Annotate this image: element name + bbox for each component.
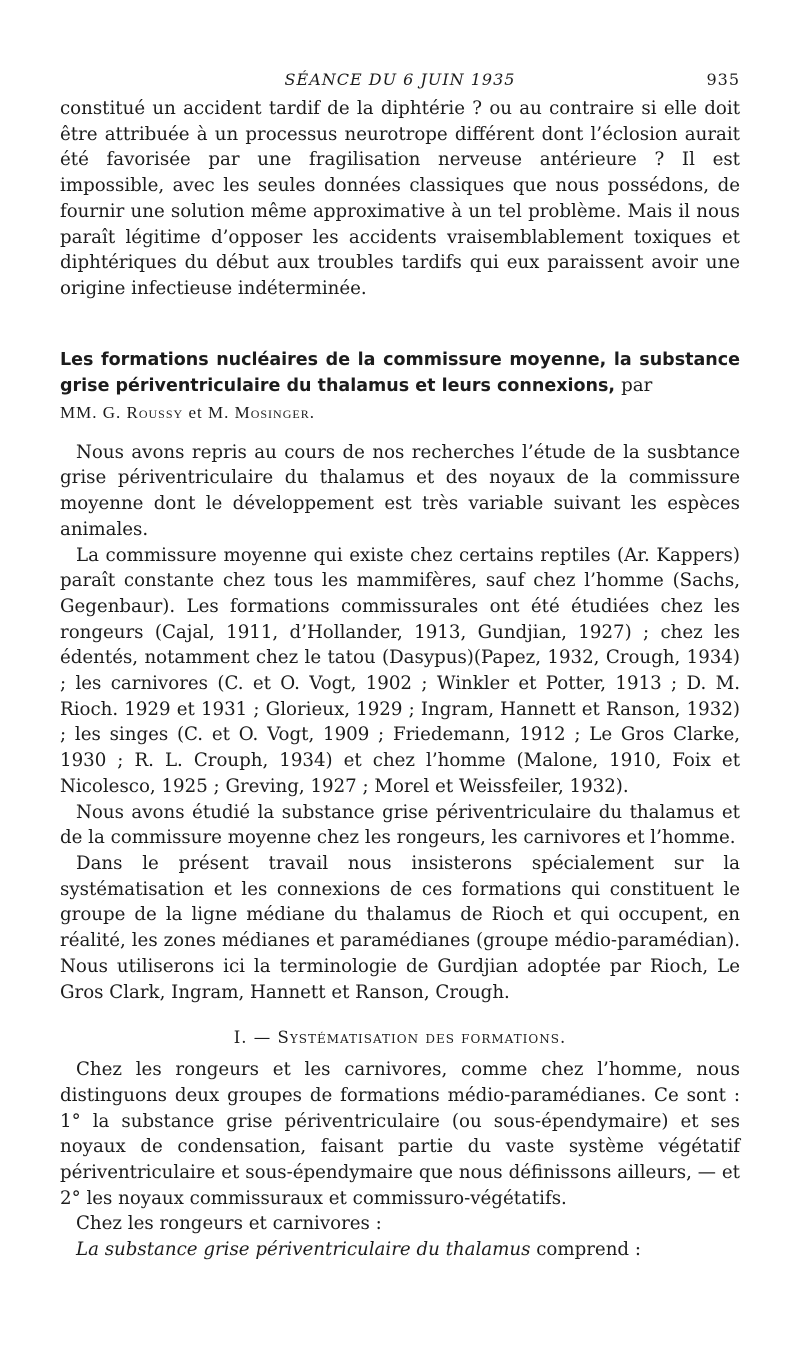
section-title: Systématisation des formations.	[277, 1028, 567, 1048]
section-paragraph-3-rest: comprend :	[536, 1239, 641, 1261]
section-paragraph-2: Chez les rongeurs et carnivores :	[76, 1213, 382, 1235]
author-roussy: Roussy	[126, 403, 184, 423]
authors-and: et M.	[188, 403, 230, 423]
section-number: I. —	[233, 1028, 272, 1048]
section-paragraph-3	[60, 1237, 740, 1263]
author-mosinger: Mosinger.	[234, 403, 315, 423]
running-title: SÉANCE DU 6 JUIN 1935	[284, 70, 516, 89]
document-page	[60, 66, 740, 1263]
page-number: 935	[706, 70, 740, 89]
article-authors	[60, 400, 740, 426]
body-paragraph-1: Nous avons repris au cours de nos recherches l’étude de la susbtance grise périventriculaire du thalamus et des noyaux de la commissure moyenne dont le développement est très variable suivant les espèces animales.	[60, 441, 740, 540]
article-title-text: Les formations nucléaires de la commissure moyenne, la substance grise périventriculaire du thalamus et leurs connexions,	[60, 349, 740, 397]
intro-paragraph: constitué un accident tardif de la diphtérie ? ou au contraire si elle doit être attribuée à un processus neurotrope différent dont l’éclosion aurait été favorisée par une fragilisation nerveuse antérieure ? Il est impossible, avec les seules données classiques que nous possédons, de fournir une solution même approximative à un tel problème. Mais il nous paraît légitime d’opposer les accidents vraisemblablement toxiques et diphtériques du début aux troubles tardifs qui eux paraissent avoir une origine infectieuse indéterminée.	[60, 98, 740, 299]
article-title	[60, 348, 740, 400]
section-heading	[60, 1025, 740, 1051]
authors-prefix: MM. G.	[60, 403, 122, 423]
body-paragraph-2: La commissure moyenne qui existe chez certains reptiles (Ar. Kappers) paraît constante chez tous les mammifères, sauf chez l’homme (Sachs, Gegenbaur). Les formations commissurales ont été étudiées chez les rongeurs (Cajal, 1911, d’Hollander, 1913, Gundjian, 1927) ; chez les édentés, notamment chez le tatou (Dasypus)(Papez, 1932, Crough, 1934) ; les carnivores (C. et O. Vogt, 1902 ; Winkler et Potter, 1913 ; D. M. Rioch. 1929 et 1931 ; Glorieux, 1929 ; Ingram, Hannett et Ranson, 1932) ; les singes (C. et O. Vogt, 1909 ; Friedemann, 1912 ; Le Gros Clarke, 1930 ; R. L. Crouph, 1934) et chez l’homme (Malone, 1910, Foix et Nicolesco, 1925 ; Greving, 1927 ; Morel et Weissfeiler, 1932).	[60, 544, 740, 797]
section-paragraph-1: Chez les rongeurs et les carnivores, comme chez l’homme, nous distinguons deux groupes de formations médio-paramédianes. Ce sont : 1° la substance grise périventriculaire (ou sous-épendymaire) et ses noyaux de condensation, faisant partie du vaste système végétatif périventriculaire et sous-épendymaire que nous définissons ailleurs, — et 2° les noyaux commissuraux et commissuro-végétatifs.	[60, 1059, 740, 1209]
article-title-par: par	[621, 375, 653, 397]
section-paragraph-3-italic: La substance grise périventriculaire du thalamus	[76, 1239, 531, 1261]
running-header	[60, 66, 740, 96]
body-paragraph-4: Dans le présent travail nous insisterons spécialement sur la systématisation et les connexions de ces formations qui constituent le groupe de la ligne médiane du thalamus de Rioch et qui occupent, en réalité, les zones médianes et paramédianes (groupe médio-paramédian). Nous utiliserons ici la terminologie de Gurdjian adoptée par Rioch, Le Gros Clark, Ingram, Hannett et Ranson, Crough.	[60, 852, 740, 1003]
body-paragraph-3: Nous avons étudié la substance grise périventriculaire du thalamus et de la commissure moyenne chez les rongeurs, les carnivores et l’homme.	[60, 801, 740, 849]
